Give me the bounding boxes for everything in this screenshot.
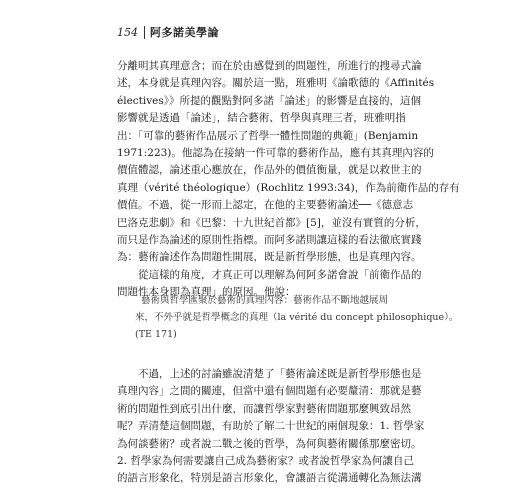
text-line: 真理（vérité théologique）(Rochlitz 1993:34)，作為前衛作品的存有 xyxy=(117,181,460,194)
text-line: 的語言形象化，特別是語言形象化，會讓語言從溝通轉化為無法溝 xyxy=(117,472,422,485)
text-line: 分離明其真理意含；而在於由感覺到的問題性，所進行的搜尋式論 xyxy=(117,60,422,72)
text-line: 價值。不過，從一形而上認定，在他的主要藝術論述──《德意志 xyxy=(117,199,414,212)
text-line: 價值體認，論述重心應放在，作品外的價值衡量，就是以救世主的 xyxy=(117,164,422,177)
text-line: 從這樣的角度，才真正可以理解為何阿多諾會說「前衛作品的 xyxy=(138,268,422,281)
quote-line: 來，不外乎就是哲學概念的真理（la vérité du concept philosophique）。 xyxy=(135,312,459,323)
text-line: 術的問題性到底引出什麼，而讓哲學家對藝術問題那麼興致昂然 xyxy=(117,402,411,415)
text-line: 而只是作為論述的原則性指標。而阿多諾則讓這樣的看法徹底實踐 xyxy=(117,233,422,246)
quote-line: 藝術與哲學匯聚於藝術的真理內容：藝術作品不斷地越展周 xyxy=(141,295,389,306)
text-line: 影響就是透過「論述」，結合藝術、哲學與真理三者，班雅明指 xyxy=(117,112,406,125)
text-line: 述，本身就是真理內容。關於這一點，班雅明《論歌德的《Affinités xyxy=(117,77,435,90)
text-line: 真理內容」之間的關連，但當中還有個問題有必要釐清：那就是藝 xyxy=(117,385,422,398)
text-line: 為：藝術論述作為問題性開展，既是新哲學形態，也是真理內容。 xyxy=(117,251,422,264)
book-title: 阿多諾美學論 xyxy=(150,26,219,39)
text-line: 為何談藝術？或者說二戰之後的哲學，為何與藝術關係那麼密切。 xyxy=(117,437,422,450)
block-quote xyxy=(135,292,459,343)
text-line: 問題性本身即為真理」的原因。他說： xyxy=(117,286,296,299)
text-line: 2. 哲學家為何需要讓自己成為藝術家？或者說哲學家為何讓自己 xyxy=(117,454,414,467)
text-line: 出：「可靠的藝術作品展示了哲學一體性問題的典範」(Benjamin xyxy=(117,129,419,142)
running-header xyxy=(117,22,219,42)
paragraph-bottom xyxy=(117,366,425,488)
quote-citation: (TE 171) xyxy=(135,329,177,340)
text-line: 巴洛克悲劇》和《巴黎：十九世紀首都》[5]，並沒有實質的分析， xyxy=(117,216,426,229)
paragraph-top xyxy=(117,58,460,301)
text-line: électives》》所提的觀點對阿多諾「論述」的影響是直接的，這個 xyxy=(117,94,422,107)
text-line: 呢？弄清楚這個問題，有助於了解二十世紀的兩個現象：1. 哲學家 xyxy=(117,420,425,433)
page-number: 154 xyxy=(117,25,138,39)
text-line: 不過，上述的討論雖說清楚了「藝術論述既是新哲學形態也是 xyxy=(138,368,422,380)
header-divider xyxy=(144,26,145,39)
text-line: 1971:223)。他認為在接納一件可靠的藝術作品，應有其真理內容的 xyxy=(117,146,434,159)
